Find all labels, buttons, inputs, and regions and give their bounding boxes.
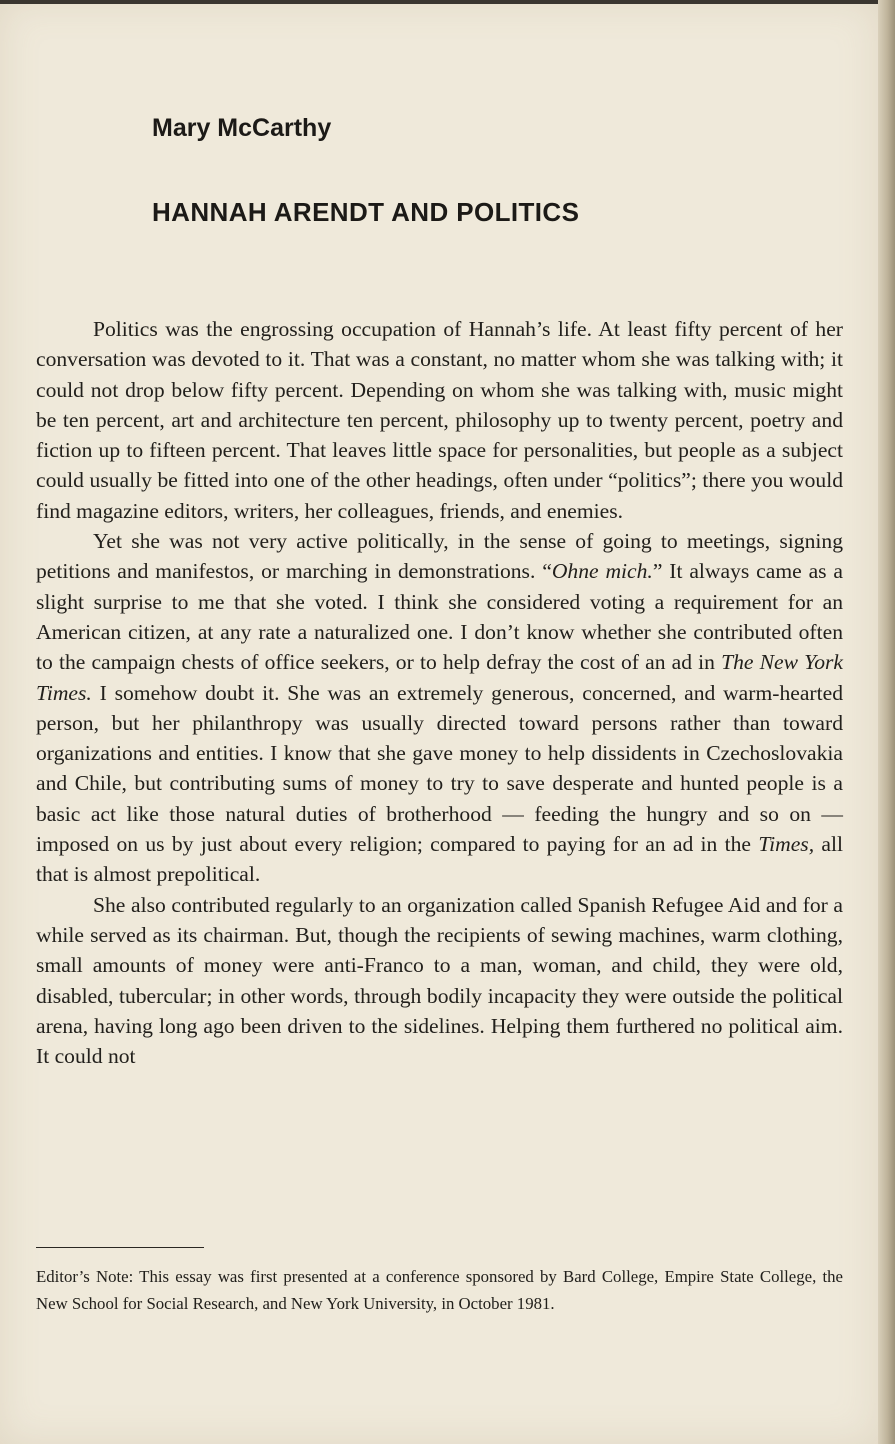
paragraph xyxy=(36,526,843,890)
text-run: all that is almost prepolitical. xyxy=(36,832,843,887)
text-run: She also contributed regularly to an organization called Spanish Refugee Aid and for a while served as its chairman. But, though the recipients of sewing machines, warm clothing, small amounts of money were anti-Franco to a man, woman, and child, they were old, disabled, tubercular; in other words, through bodily incapacity they were outside the political arena, having long ago been driven to the sidelines. Helping them furthered no political aim. It could not xyxy=(36,892,843,1069)
editors-note: Editor’s Note: This essay was first presented at a conference sponsored by Bard College, Empire State College, the New School for Social Research, and New York University, in October 1981. xyxy=(36,1267,843,1313)
paragraph xyxy=(36,314,843,526)
page-binding-edge xyxy=(878,0,895,1444)
author-name: Mary McCarthy xyxy=(152,114,332,142)
essay-body xyxy=(36,314,843,1071)
essay-title: HANNAH ARENDT AND POLITICS xyxy=(152,197,580,227)
text-run: Yet she was not very active politically, in the sense of going to meetings, signing petitions and manifestos, or marching in demonstrations. “ xyxy=(36,529,843,584)
paragraph xyxy=(36,890,843,1072)
italic-text: Times, xyxy=(758,832,815,857)
text-run: Politics was the engrossing occupation of Hannah’s life. At least fifty percent of her conversation was devoted to it. That was a constant, no matter whom she was talking with; it could not drop below fifty percent. Depending on whom she was talking with, music might be ten percent, art and architecture ten percent, philosophy up to twenty percent, poetry and fiction up to fifteen percent. That leaves little space for personalities, but people as a subject could usually be fitted into one of the other headings, often under “politics”; there you would find magazine editors, writers, her colleagues, friends, and enemies. xyxy=(36,317,843,523)
text-run: I somehow doubt it. She was an extremely generous, concerned, and warm-hearted person, but her philanthropy was usually directed toward persons rather than toward organizations and entities. I know that she gave money to help dissidents in Czechoslovakia and Chile, but contributing sums of money to try to save desperate and hunted people is a basic act like those natural duties of brotherhood — feeding the hungry and so on — imposed on us by just about every religion; compared to paying for an ad in the xyxy=(36,680,843,857)
text-run: ” It always came as a slight surprise to me that she voted. I think she considered voting a requirement for an American citizen, at any rate a naturalized one. I don’t know whether she contributed often to the campaign chests of office seekers, or to help defray the cost of an ad in xyxy=(36,559,843,675)
italic-text: The New York Times. xyxy=(36,650,843,705)
footnote-divider xyxy=(36,1247,204,1248)
italic-text: Ohne mich. xyxy=(551,559,653,584)
page-top-edge xyxy=(0,0,878,4)
